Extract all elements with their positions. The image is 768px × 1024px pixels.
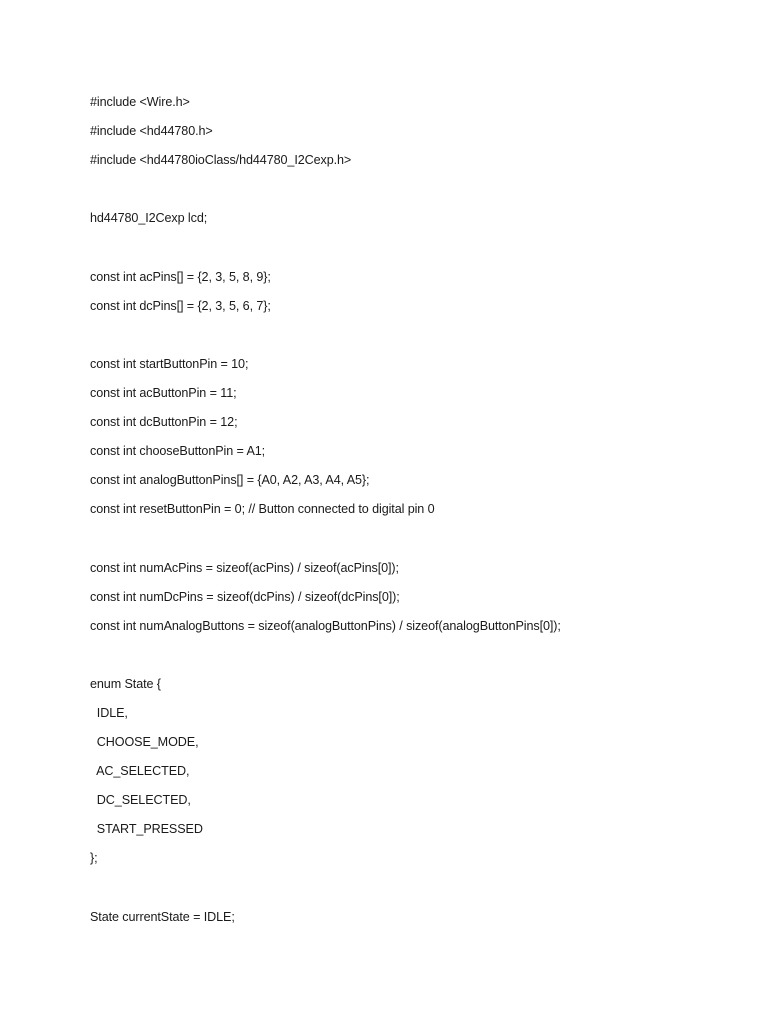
code-line: DC_SELECTED, (90, 793, 191, 808)
code-line: const int numDcPins = sizeof(dcPins) / sizeof(dcPins[0]); (90, 589, 400, 604)
code-line: const int acPins[] = {2, 3, 5, 8, 9}; (90, 269, 271, 284)
code-line: IDLE, (90, 705, 128, 720)
blank-line (90, 179, 730, 208)
blank-line (90, 878, 730, 907)
code-line: CHOOSE_MODE, (90, 735, 199, 750)
code-line: const int dcPins[] = {2, 3, 5, 6, 7}; (90, 298, 271, 313)
code-line: }; (90, 851, 98, 866)
code-line: const int numAcPins = sizeof(acPins) / sizeof(acPins[0]); (90, 560, 399, 575)
code-line: const int startButtonPin = 10; (90, 356, 249, 371)
blank-line (90, 237, 730, 266)
code-line: #include <hd44780.h> (90, 124, 213, 139)
code-line: #include <hd44780ioClass/hd44780_I2Cexp.h> (90, 153, 352, 168)
blank-line (90, 528, 730, 557)
code-line: hd44780_I2Cexp lcd; (90, 211, 208, 226)
code-line: AC_SELECTED, (90, 764, 190, 779)
code-line: State currentState = IDLE; (90, 909, 235, 924)
blank-line (90, 645, 730, 674)
code-line: const int numAnalogButtons = sizeof(analogButtonPins) / sizeof(analogButtonPins[0]); (90, 618, 561, 633)
code-line: START_PRESSED (90, 822, 203, 837)
code-line: #include <Wire.h> (90, 95, 190, 109)
code-line: enum State { (90, 676, 161, 691)
code-line: const int analogButtonPins[] = {A0, A2, A3, A4, A5}; (90, 473, 370, 488)
blank-line (90, 325, 730, 354)
code-line: const int chooseButtonPin = A1; (90, 444, 266, 459)
code-listing (90, 92, 730, 936)
code-line: const int acButtonPin = 11; (90, 385, 237, 400)
code-line: const int resetButtonPin = 0; // Button connected to digital pin 0 (90, 502, 435, 517)
code-line: const int dcButtonPin = 12; (90, 415, 238, 430)
